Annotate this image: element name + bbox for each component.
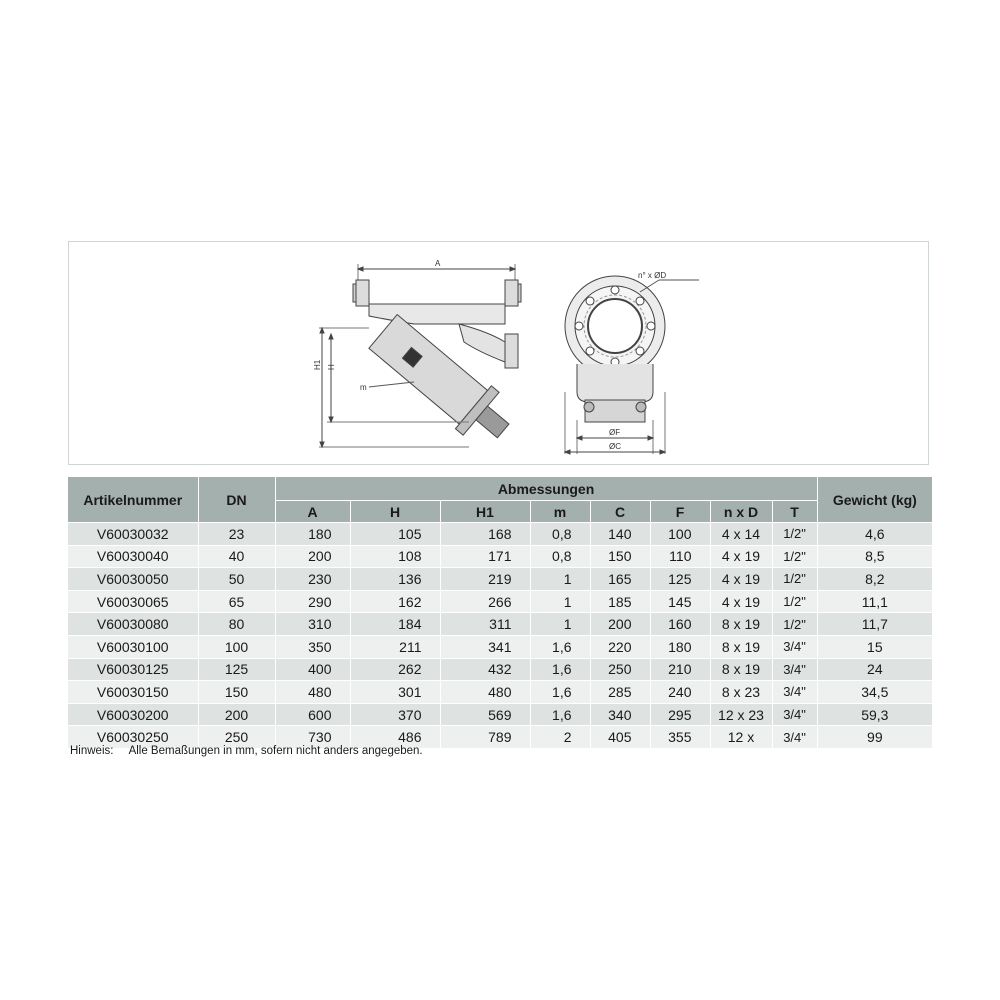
cell-m: 1,6 <box>530 681 590 704</box>
cell-h: 184 <box>350 613 440 636</box>
table-row <box>68 545 932 568</box>
cell-h: 262 <box>350 658 440 681</box>
table-row <box>68 590 932 613</box>
table-row <box>68 523 932 546</box>
header-dn: DN <box>198 477 275 523</box>
cell-f: 110 <box>650 545 710 568</box>
cell-c: 220 <box>590 635 650 658</box>
cell-a: 400 <box>275 658 350 681</box>
cell-nxd: 4 x 19 <box>710 590 772 613</box>
cell-m: 0,8 <box>530 523 590 546</box>
subheader-c: C <box>590 501 650 523</box>
cell-f: 160 <box>650 613 710 636</box>
cell-a: 480 <box>275 681 350 704</box>
cell-h1: 219 <box>440 568 530 591</box>
cell-h: 301 <box>350 681 440 704</box>
cell-t: 3/4" <box>772 726 817 748</box>
cell-gewicht: 99 <box>817 726 932 748</box>
table-row <box>68 658 932 681</box>
cell-nxd: 12 x 23 <box>710 703 772 726</box>
cell-artikelnummer: V60030050 <box>68 568 198 591</box>
cell-gewicht: 24 <box>817 658 932 681</box>
cell-artikelnummer: V60030125 <box>68 658 198 681</box>
header-gewicht: Gewicht (kg) <box>817 477 932 523</box>
cell-dn: 40 <box>198 545 275 568</box>
front-view <box>565 276 699 454</box>
cell-m: 1,6 <box>530 703 590 726</box>
cell-t: 3/4" <box>772 681 817 704</box>
cell-h1: 569 <box>440 703 530 726</box>
cell-t: 1/2" <box>772 590 817 613</box>
cell-gewicht: 11,7 <box>817 613 932 636</box>
subheader-h: H <box>350 501 440 523</box>
subheader-t: T <box>772 501 817 523</box>
cell-t: 3/4" <box>772 703 817 726</box>
cell-f: 145 <box>650 590 710 613</box>
cell-artikelnummer: V60030150 <box>68 681 198 704</box>
cell-artikelnummer: V60030080 <box>68 613 198 636</box>
cell-c: 150 <box>590 545 650 568</box>
cell-h: 211 <box>350 635 440 658</box>
cell-c: 250 <box>590 658 650 681</box>
cell-m: 1 <box>530 613 590 636</box>
cell-dn: 80 <box>198 613 275 636</box>
footnote-text: Alle Bemaßungen in mm, sofern nicht anders angegeben. <box>128 745 423 757</box>
cell-t: 1/2" <box>772 545 817 568</box>
cell-f: 125 <box>650 568 710 591</box>
cell-h1: 480 <box>440 681 530 704</box>
cell-dn: 100 <box>198 635 275 658</box>
cell-f: 180 <box>650 635 710 658</box>
dim-a-label: A <box>435 259 441 268</box>
table-row <box>68 635 932 658</box>
cell-a: 180 <box>275 523 350 546</box>
cell-h: 162 <box>350 590 440 613</box>
table-row <box>68 568 932 591</box>
header-artikelnummer: Artikelnummer <box>68 477 198 523</box>
cell-c: 200 <box>590 613 650 636</box>
cell-artikelnummer: V60030040 <box>68 545 198 568</box>
cell-gewicht: 34,5 <box>817 681 932 704</box>
dim-h1-label: H1 <box>313 359 322 370</box>
cell-dn: 200 <box>198 703 275 726</box>
header-abmessungen: Abmessungen <box>275 477 817 501</box>
cell-gewicht: 8,2 <box>817 568 932 591</box>
cell-t: 1/2" <box>772 613 817 636</box>
cell-h: 108 <box>350 545 440 568</box>
cell-h: 105 <box>350 523 440 546</box>
dim-nxd-label: n° x ØD <box>638 271 667 280</box>
subheader-m: m <box>530 501 590 523</box>
cell-nxd: 12 x <box>710 726 772 748</box>
cell-nxd: 8 x 19 <box>710 658 772 681</box>
cell-gewicht: 15 <box>817 635 932 658</box>
cell-c: 140 <box>590 523 650 546</box>
cell-h1: 341 <box>440 635 530 658</box>
cell-a: 600 <box>275 703 350 726</box>
table-row <box>68 703 932 726</box>
cell-c: 285 <box>590 681 650 704</box>
subheader-a: A <box>275 501 350 523</box>
cell-h: 136 <box>350 568 440 591</box>
cell-h1: 171 <box>440 545 530 568</box>
cell-gewicht: 8,5 <box>817 545 932 568</box>
cell-dn: 125 <box>198 658 275 681</box>
cell-c: 165 <box>590 568 650 591</box>
cell-nxd: 8 x 19 <box>710 613 772 636</box>
cell-dn: 50 <box>198 568 275 591</box>
cell-a: 310 <box>275 613 350 636</box>
cell-gewicht: 11,1 <box>817 590 932 613</box>
footnote-label: Hinweis: <box>70 745 114 757</box>
cell-c: 185 <box>590 590 650 613</box>
cell-t: 1/2" <box>772 523 817 546</box>
cell-c: 405 <box>590 726 650 748</box>
cell-a: 350 <box>275 635 350 658</box>
cell-nxd: 4 x 19 <box>710 545 772 568</box>
cell-h1: 168 <box>440 523 530 546</box>
dim-h-label: H <box>327 364 336 370</box>
cell-t: 1/2" <box>772 568 817 591</box>
cell-dn: 23 <box>198 523 275 546</box>
cell-a: 200 <box>275 545 350 568</box>
dim-f-label: ØF <box>609 428 621 437</box>
cell-h1: 789 <box>440 726 530 748</box>
subheader-h1: H1 <box>440 501 530 523</box>
dim-m-label: m <box>360 383 367 392</box>
table-row <box>68 613 932 636</box>
cell-m: 2 <box>530 726 590 748</box>
cell-artikelnummer: V60030200 <box>68 703 198 726</box>
cell-m: 1 <box>530 590 590 613</box>
table-body <box>68 523 932 748</box>
footnote <box>70 745 423 757</box>
cell-nxd: 8 x 23 <box>710 681 772 704</box>
cell-t: 3/4" <box>772 658 817 681</box>
subheader-nxd: n x D <box>710 501 772 523</box>
cell-nxd: 8 x 19 <box>710 635 772 658</box>
cell-a: 290 <box>275 590 350 613</box>
cell-m: 1,6 <box>530 658 590 681</box>
cell-dn: 250 <box>198 726 275 748</box>
cell-c: 340 <box>590 703 650 726</box>
cell-m: 1 <box>530 568 590 591</box>
cell-nxd: 4 x 19 <box>710 568 772 591</box>
cell-gewicht: 4,6 <box>817 523 932 546</box>
cell-f: 210 <box>650 658 710 681</box>
cell-artikelnummer: V60030032 <box>68 523 198 546</box>
dim-c-label: ØC <box>609 442 621 451</box>
cell-f: 355 <box>650 726 710 748</box>
cell-gewicht: 59,3 <box>817 703 932 726</box>
side-view <box>319 264 521 453</box>
cell-a: 230 <box>275 568 350 591</box>
cell-m: 0,8 <box>530 545 590 568</box>
cell-artikelnummer: V60030250 <box>68 726 198 748</box>
cell-artikelnummer: V60030100 <box>68 635 198 658</box>
cell-dn: 150 <box>198 681 275 704</box>
table-header-row <box>68 477 932 501</box>
cell-f: 295 <box>650 703 710 726</box>
cell-h1: 311 <box>440 613 530 636</box>
cell-dn: 65 <box>198 590 275 613</box>
table-row <box>68 681 932 704</box>
technical-drawing <box>68 241 929 465</box>
cell-artikelnummer: V60030065 <box>68 590 198 613</box>
cell-m: 1,6 <box>530 635 590 658</box>
subheader-f: F <box>650 501 710 523</box>
cell-nxd: 4 x 14 <box>710 523 772 546</box>
cell-a: 730 <box>275 726 350 748</box>
cell-f: 100 <box>650 523 710 546</box>
cell-h1: 432 <box>440 658 530 681</box>
cell-h: 486 <box>350 726 440 748</box>
cell-t: 3/4" <box>772 635 817 658</box>
spec-table <box>68 477 932 748</box>
cell-h1: 266 <box>440 590 530 613</box>
cell-h: 370 <box>350 703 440 726</box>
cell-f: 240 <box>650 681 710 704</box>
